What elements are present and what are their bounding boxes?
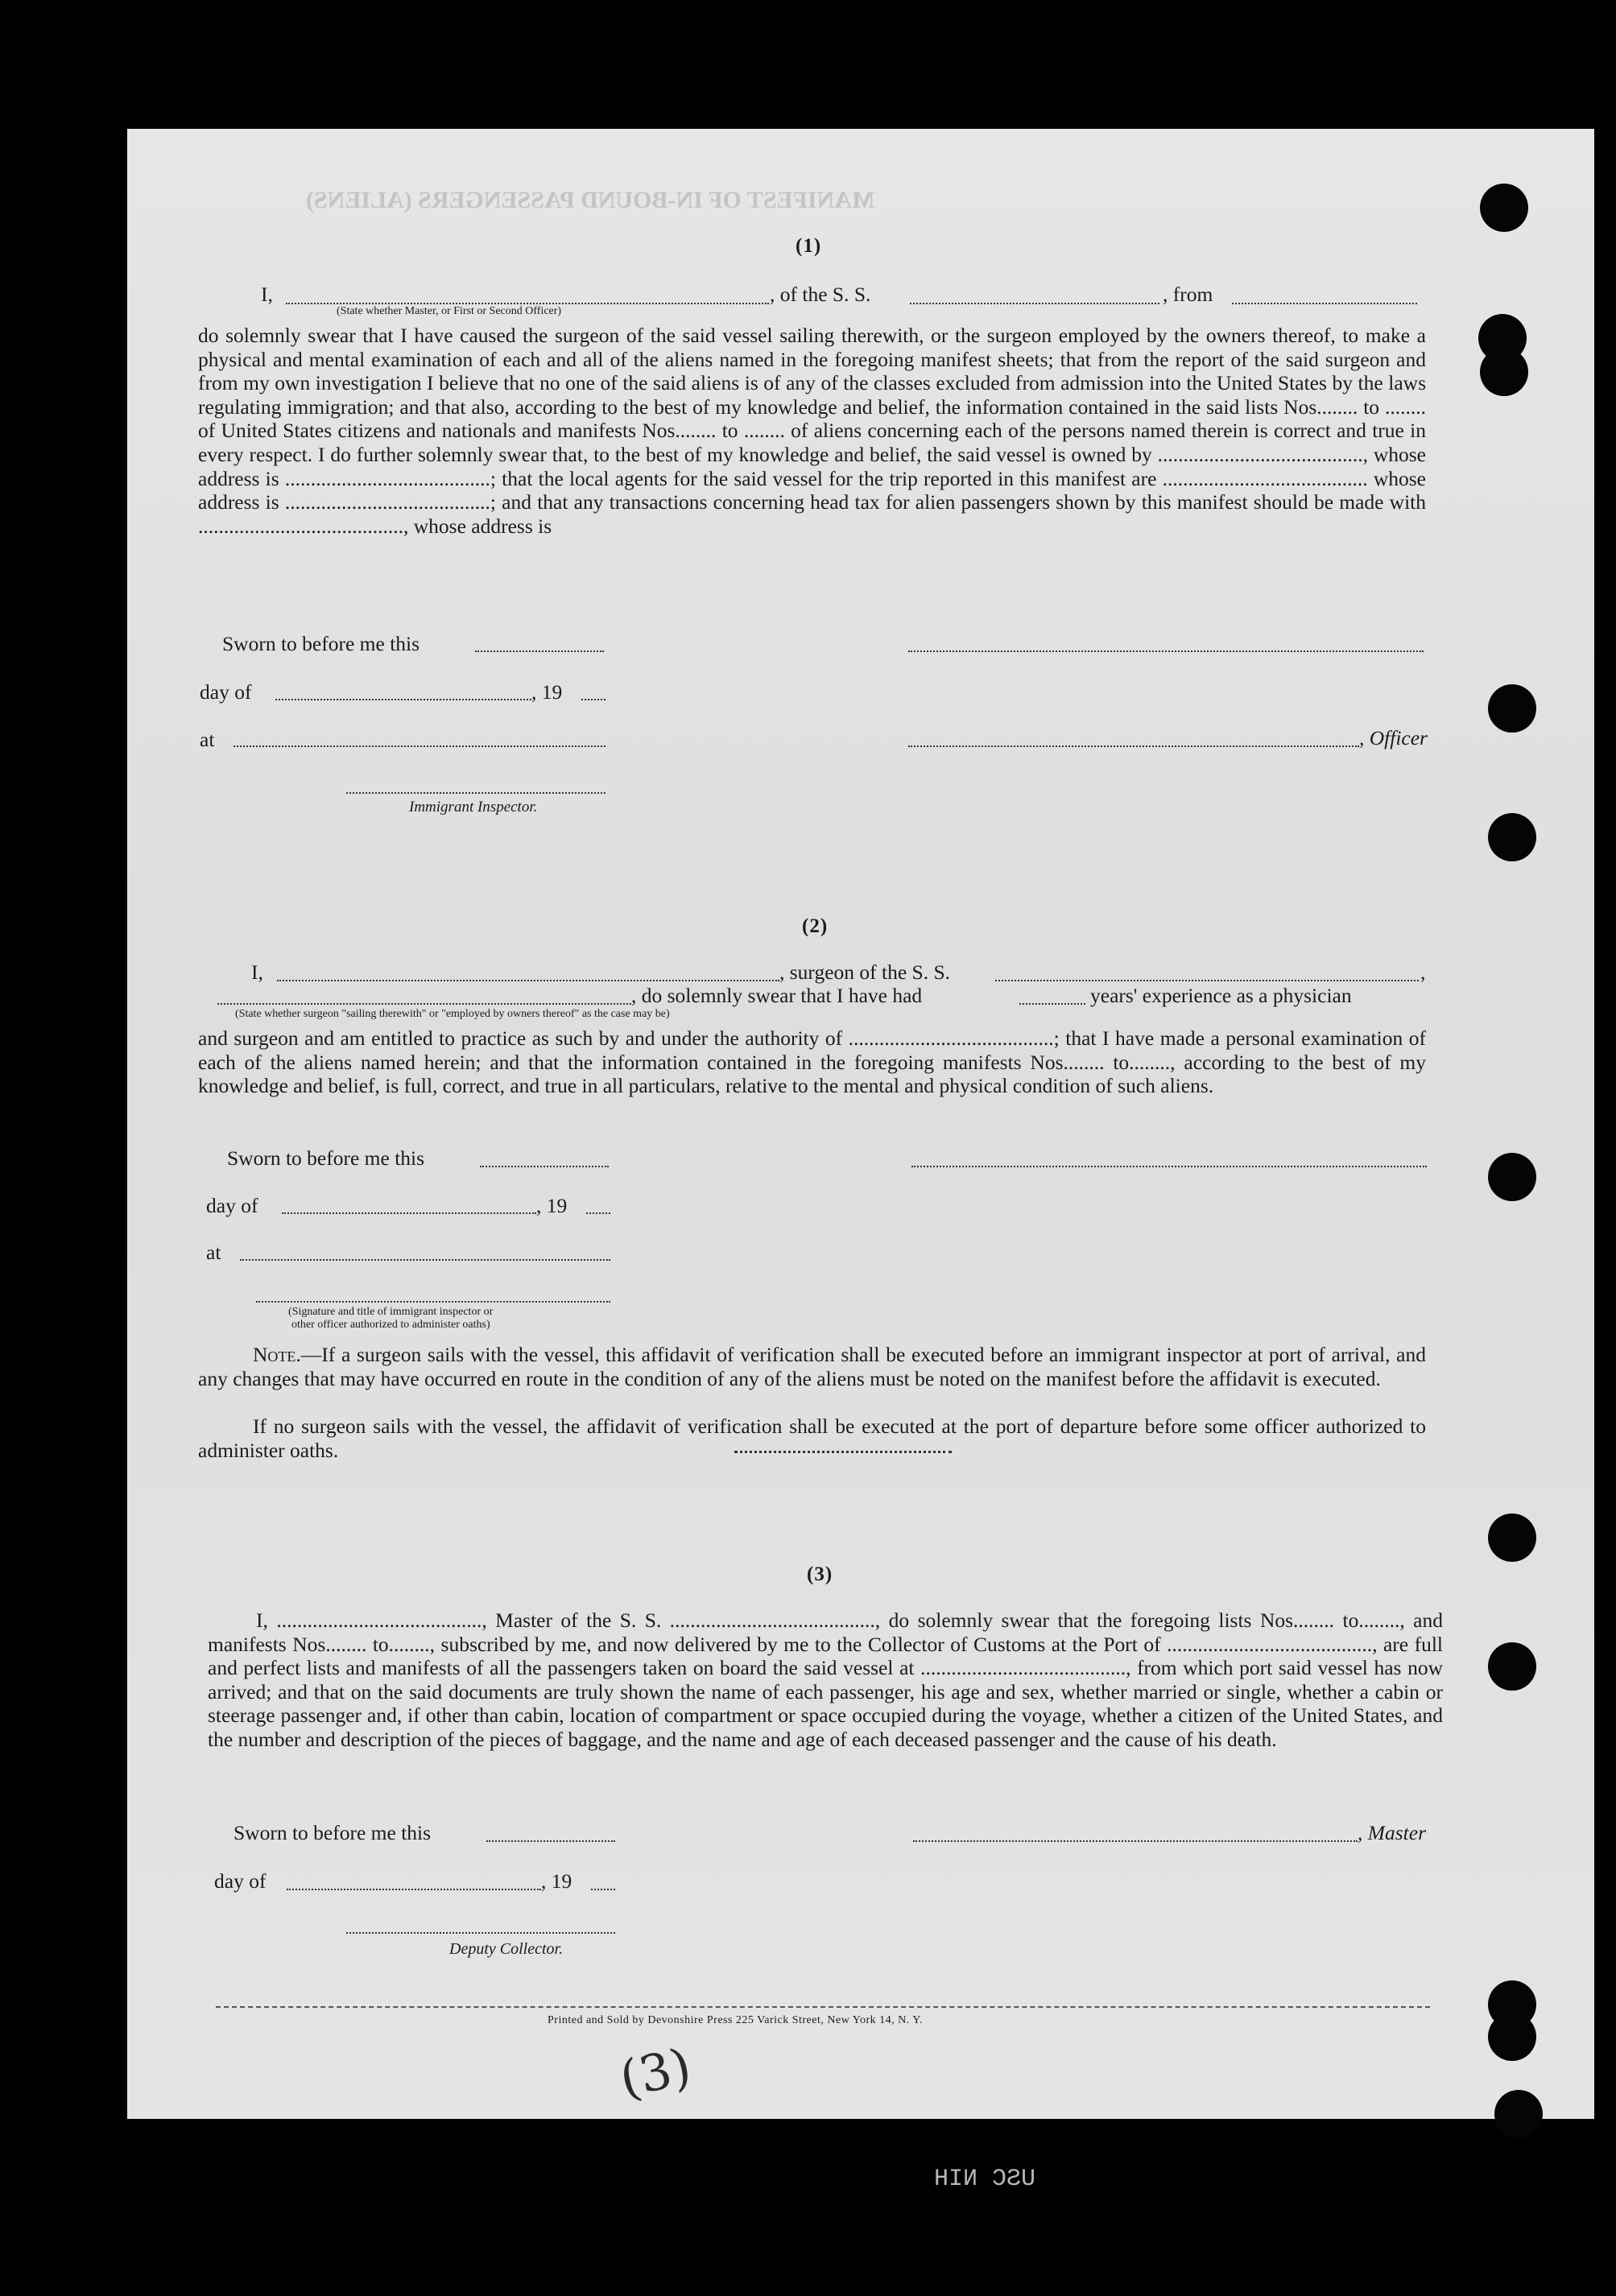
footer-rule (216, 2006, 1430, 2008)
binder-hole (1488, 1513, 1536, 1562)
s2-note-dots (734, 1451, 952, 1453)
s1-year-line (581, 699, 605, 700)
s2-surgeon-caption: (State whether surgeon "sailing therewith" or "employed by owners thereof" as the case may be) (235, 1008, 670, 1020)
binder-hole (1480, 184, 1528, 232)
s3-day-line (287, 1889, 541, 1890)
binder-hole (1494, 2090, 1543, 2138)
s1-officer-label: , Officer (1359, 726, 1428, 750)
s3-year-label: , 19 (541, 1869, 572, 1893)
bleed-through-footer: USC NIH (934, 2166, 1036, 2193)
section-3-number: (3) (807, 1563, 833, 1585)
s2-experience-label: years' experience as a physician (1090, 984, 1352, 1007)
s1-at-label: at (200, 728, 215, 751)
s2-note-lead: Note. (253, 1343, 301, 1366)
s1-sworn-line (475, 650, 604, 652)
s2-signature-caption-2: other officer authorized to administer oaths) (291, 1319, 490, 1331)
s1-oath-paragraph: do solemnly swear that I have caused the surgeon of the said vessel sailing therewith, or the surgeon employed by the owners thereof, to make a physical and mental examination of each and all of the aliens named in the foregoing manifest sheets; that from the report of the said surgeon and from my own investigation I believe that no one of the said aliens is of any of the classes excluded from admission into the United States by the laws regulating immigration; and that also, according to the best of my knowledge and belief, the information contained in the said lists Nos........ to ........ of United States citizens and nationals and manifests Nos........ to ........ of aliens concerning each of the persons named therein is correct and true in every respect. I do further solemnly swear that, to the best of my knowledge and belief, the said vessel is owned by ........................................, whose address is ........................................; that the local agents for the said vessel for the trip reported in this manifest are ........................................ whose address is ........................................; and that any transactions concerning head tax for alien passengers shown by this manifest should be made with ........................................, whose address is (198, 324, 1426, 538)
s1-inspector-caption: Immigrant Inspector. (409, 799, 538, 816)
s2-year-label: , 19 (536, 1194, 568, 1217)
binder-hole (1488, 813, 1536, 861)
section-2-number: (2) (802, 915, 829, 937)
handwritten-page-number: (3) (614, 2036, 696, 2109)
s2-note (198, 1343, 1426, 1390)
s1-from-line (1232, 303, 1417, 304)
s3-sworn-label: Sworn to before me this (234, 1821, 432, 1844)
s1-of-ss-label: , of the S. S. (770, 283, 871, 306)
s3-master-signature-line (913, 1840, 1358, 1842)
s3-year-line (591, 1889, 615, 1890)
s2-inspector-signature-line (256, 1301, 610, 1303)
s2-sworn-line (480, 1166, 609, 1167)
s2-day-of-label: day of (206, 1194, 258, 1217)
s2-oath-paragraph: and surgeon and am entitled to practice as such by and under the authority of ........................................; that I have made a personal examination of each of the aliens named herein; and that the information contained in the foregoing manifests Nos........ to........, according to the best of my knowledge and belief, is full, correct, and true in all particulars, relative to the mental and physical condition of such aliens. (198, 1026, 1426, 1098)
s1-officer-caption: (State whether Master, or First or Second Officer) (337, 305, 562, 317)
s2-at-line (240, 1259, 610, 1261)
s2-years-line (1019, 1003, 1085, 1005)
s1-inspector-signature-line (346, 792, 605, 794)
binder-hole (1488, 2013, 1536, 2061)
s3-oath-paragraph: I, ........................................, Master of the S. S. ........................................, do solemnly swear that the foregoing lists Nos........ to........, and manifests Nos........ to........, subscribed by me, and now delivered by me to the Collector of Customs at the Port of ........................................, are full and perfect lists and manifests of all the passengers taken on board the said vessel at ........................................, from which port said vessel has now arrived; and that on the said documents are truly shown the name of each passenger, his age and sex, whether married or single, whether a cabin or steerage passenger and, if other than cabin, location of compartment or space occupied during the voyage, whether a citizen of the United States, and the number and description of the pieces of baggage, and the name and age of each deceased passenger and the cause of his death. (208, 1608, 1443, 1751)
section-1-number: (1) (796, 235, 822, 257)
s2-signature-caption-1: (Signature and title of immigrant inspector or (288, 1306, 494, 1318)
printer-imprint: Printed and Sold by Devonshire Press 225 Varick Street, New York 14, N. Y. (548, 2014, 924, 2026)
s1-officer-signature-line (908, 650, 1424, 652)
s2-day-line (282, 1212, 536, 1214)
s2-note-text: —If a surgeon sails with the vessel, this affidavit of verification shall be executed before an immigrant inspector at port of arrival, and any changes that may have occurred en route in the condition of any of the aliens must be noted on the manifest before the affidavit is executed. (198, 1343, 1426, 1390)
s2-swear-label: , do solemnly swear that I have had (631, 984, 923, 1007)
s3-master-label: , Master (1358, 1821, 1426, 1844)
s1-year-label: , 19 (531, 680, 563, 704)
s2-sworn-label: Sworn to before me this (227, 1146, 425, 1170)
binder-hole (1480, 348, 1528, 396)
s2-note-2: If no surgeon sails with the vessel, the affidavit of verification shall be executed at the port of departure before some officer authorized to administer oaths. (198, 1414, 1426, 1462)
s2-surgeon-signature-line (911, 1166, 1427, 1167)
s3-sworn-line (486, 1840, 615, 1842)
s1-officer-name-line (286, 303, 769, 304)
s1-from-label: , from (1163, 283, 1213, 306)
s2-surgeon-type-line (217, 1003, 631, 1005)
s1-day-line (275, 699, 531, 700)
s2-year-line (586, 1212, 610, 1214)
s2-comma: , (1420, 960, 1426, 984)
s2-vessel-line (995, 980, 1419, 981)
binder-hole (1488, 1153, 1536, 1201)
binder-hole (1488, 1642, 1536, 1691)
s1-day-of-label: day of (200, 680, 252, 704)
bleed-through-header: MANIFEST OF IN-BOUND PASSENGERS (ALIENS) (306, 187, 875, 213)
s2-at-label: at (206, 1241, 221, 1264)
s1-vessel-line (910, 303, 1159, 304)
s2-surgeon-of-label: , surgeon of the S. S. (779, 960, 951, 984)
s3-collector-caption: Deputy Collector. (449, 1940, 564, 1958)
s3-day-of-label: day of (214, 1869, 267, 1893)
s1-i-label: I, (261, 283, 273, 306)
s2-surgeon-name-line (277, 980, 779, 981)
binder-hole (1488, 684, 1536, 733)
s1-officer-title-line (908, 745, 1359, 747)
s2-i-label: I, (251, 960, 263, 984)
s1-sworn-label: Sworn to before me this (222, 632, 420, 655)
s3-collector-signature-line (346, 1932, 615, 1934)
s1-at-line (234, 745, 605, 747)
